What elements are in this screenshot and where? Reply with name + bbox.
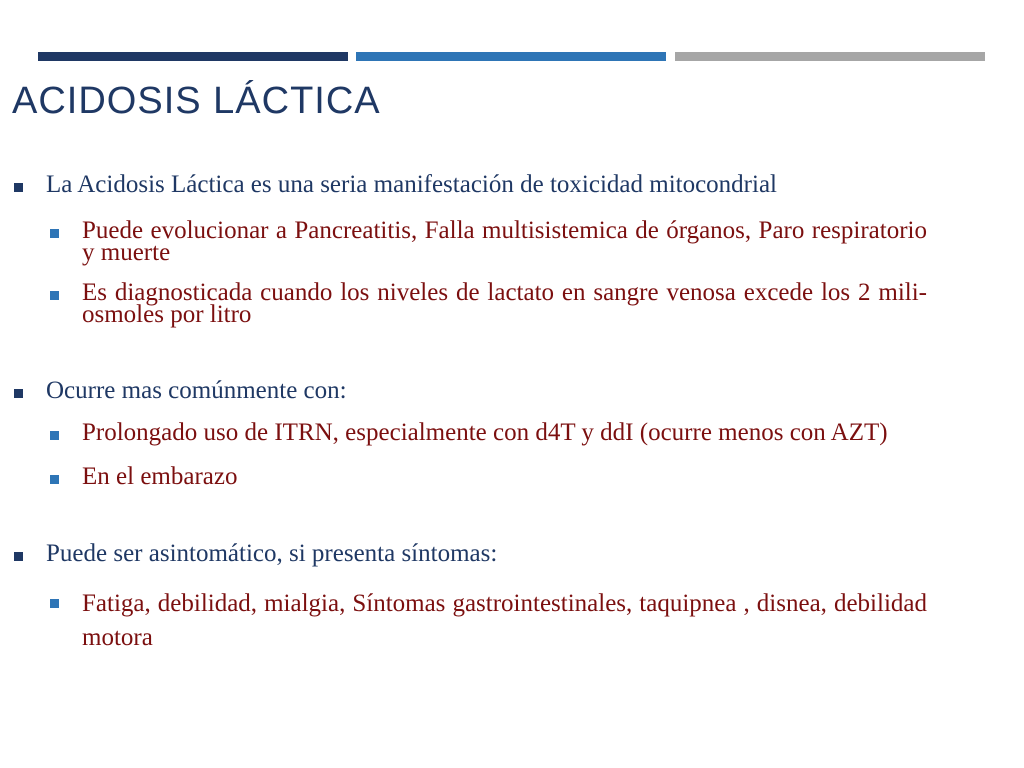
square-bullet-icon <box>14 552 23 561</box>
sub-bullet-item-pregnancy <box>12 463 927 490</box>
sub-bullet-item-evolution <box>12 217 927 266</box>
accent-bar-medium-blue <box>356 52 666 61</box>
square-bullet-icon <box>50 431 59 440</box>
sub-bullet-text: Fatiga, debilidad, mialgia, Síntomas gastrointestinales, taquipnea , disnea, debilidad motora <box>82 590 927 651</box>
sub-bullet-text: Prolongado uso de ITRN, especialmente con d4T y ddI (ocurre menos con AZT) <box>82 419 888 446</box>
slide-title: ACIDOSIS LÁCTICA <box>12 80 381 122</box>
sub-bullet-text: Es diagnosticada cuando los niveles de lactato en sangre venosa excede los 2 mili-osmoles por litro <box>82 279 927 328</box>
sub-bullet-item-itrn <box>12 419 927 446</box>
bullet-text: La Acidosis Láctica es una seria manifestación de toxicidad mitocondrial <box>46 171 777 198</box>
square-bullet-icon <box>50 229 59 238</box>
square-bullet-icon <box>50 475 59 484</box>
sub-bullet-item-diagnosis <box>12 279 927 328</box>
square-bullet-icon <box>14 389 23 398</box>
sub-bullet-item-symptom-list <box>12 587 927 655</box>
bullet-item-occurrence <box>12 377 927 404</box>
bullet-item-toxicity <box>12 171 927 198</box>
square-bullet-icon <box>50 599 59 608</box>
square-bullet-icon <box>50 291 59 300</box>
accent-bar-gray <box>675 52 985 61</box>
accent-bar-dark-blue <box>38 52 348 61</box>
sub-bullet-text: En el embarazo <box>82 463 238 490</box>
square-bullet-icon <box>14 183 23 192</box>
bullet-item-symptoms <box>12 540 927 567</box>
slide-content <box>12 166 927 655</box>
bullet-text: Ocurre mas comúnmente con: <box>46 377 347 404</box>
sub-bullet-text: Puede evolucionar a Pancreatitis, Falla multisistemica de órganos, Paro respiratorio y muerte <box>82 217 927 266</box>
bullet-text: Puede ser asintomático, si presenta síntomas: <box>46 540 498 567</box>
